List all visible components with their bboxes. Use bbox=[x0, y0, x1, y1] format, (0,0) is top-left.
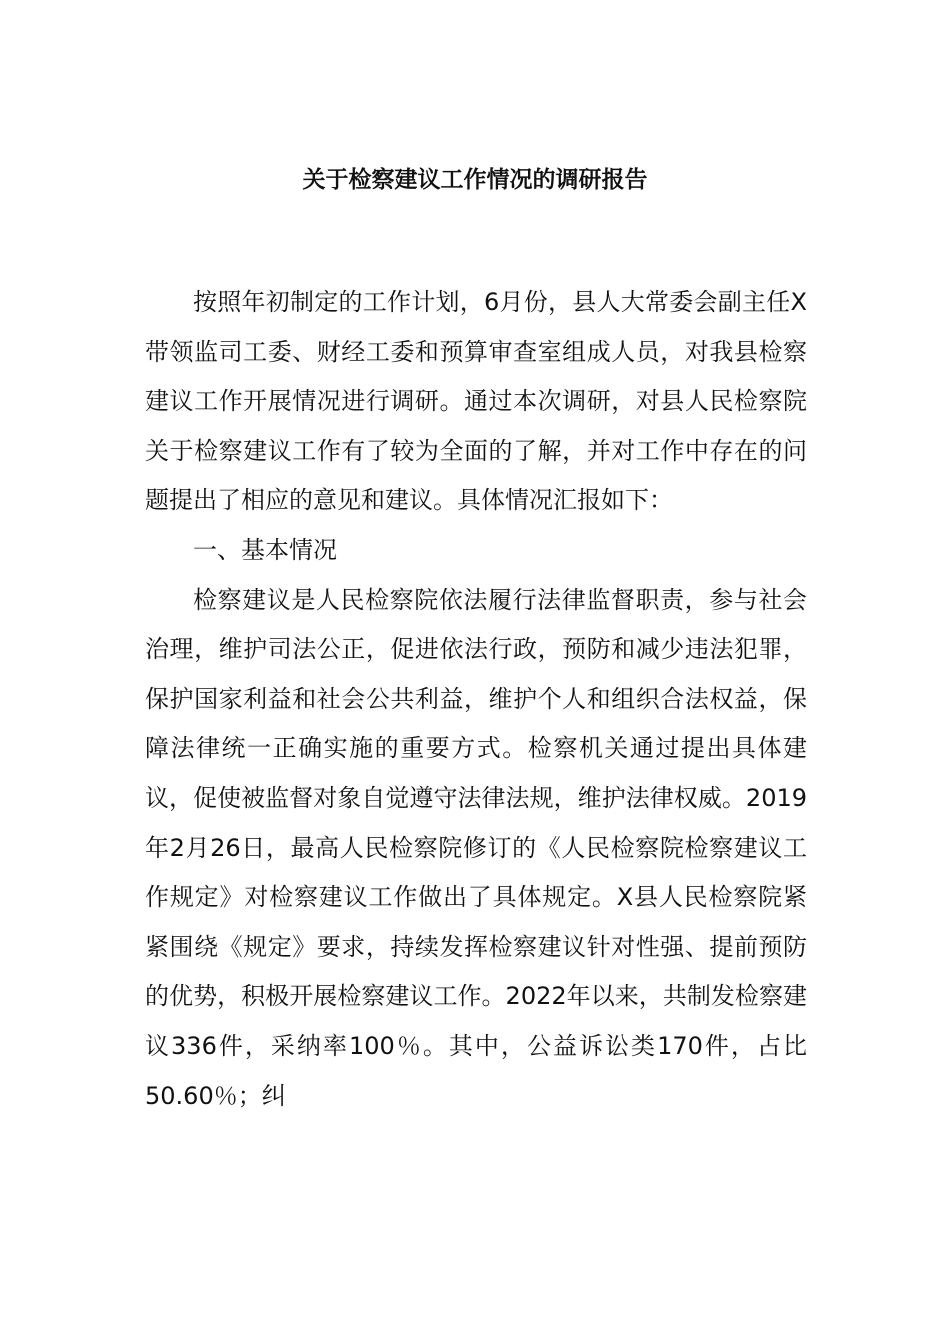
document-body bbox=[145, 278, 807, 1121]
paragraph-basic-situation: 检察建议是人民检察院依法履行法律监督职责，参与社会治理，维护司法公正，促进依法行政，预防和减少违法犯罪，保护国家利益和社会公共利益，维护个人和组织合法权益，保障法律统一正确实施的重要方式。检察机关通过提出具体建议，促使被监督对象自觉遵守法律法规，维护法律权威。2019年2月26日，最高人民检察院修订的《人民检察院检察建议工作规定》对检察建议工作做出了具体规定。X县人民检察院紧紧围绕《规定》要求，持续发挥检察建议针对性强、提前预防的优势，积极开展检察建议工作。2022年以来，共制发检察建议336件，采纳率100％。其中，公益诉讼类170件，占比50.60％；纠 bbox=[145, 585, 807, 1110]
document-title: 关于检察建议工作情况的调研报告 bbox=[302, 167, 648, 193]
paragraph-intro: 按照年初制定的工作计划，6月份，县人大常委会副主任X带领监司工委、财经工委和预算审查室组成人员，对我县检察建议工作开展情况进行调研。通过本次调研，对县人民检察院关于检察建议工作有了较为全面的了解，并对工作中存在的问题提出了相应的意见和建议。具体情况汇报如下： bbox=[145, 288, 807, 515]
section-heading-basic-situation: 一、基本情况 bbox=[193, 535, 337, 564]
